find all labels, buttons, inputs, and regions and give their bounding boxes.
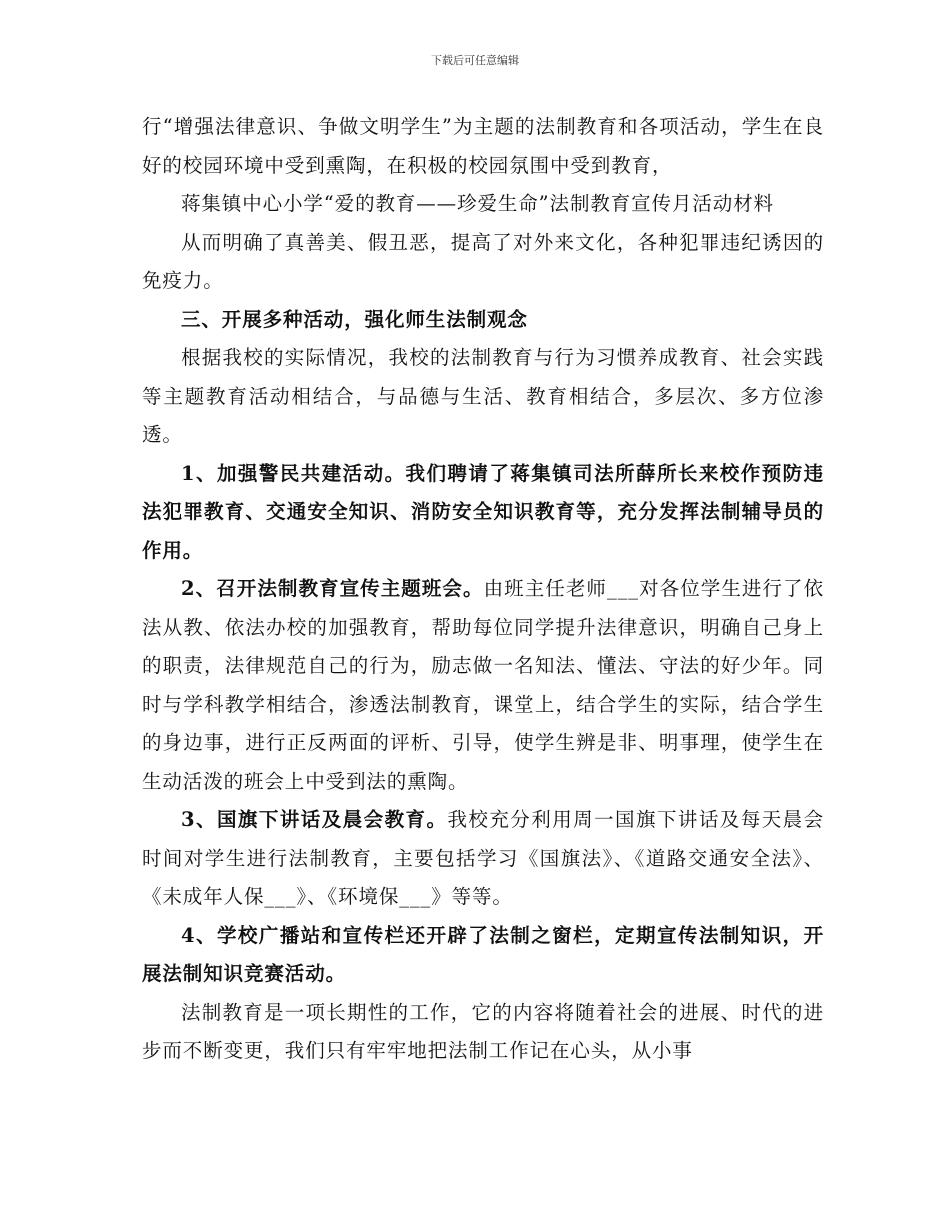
paragraph-conclusion: 法制教育是一项长期性的工作，它的内容将随着社会的进展、时代的进步而不断变更，我们只有牢牢地把法制工作记在心头，从小事: [142, 1000, 824, 1062]
item-2-text: 由班主任老师___对各位学生进行了依法从教、依法办校的加强教育，帮助每位同学提升法律意识，明确自己身上的职责，法律规范自己的行为，励志做一名知法、懂法、守法的好少年。同时与学科教学相结合，渗透法制教育，课堂上，结合学生的实际，结合学生的身边事，进行正反两面的评析、引导，使学生辨是非、明事理，使学生在生动活泼的班会上中受到法的熏陶。: [142, 577, 824, 793]
document-body: [142, 108, 824, 1071]
item-3-lead: 3、国旗下讲话及晨会教育。: [181, 808, 448, 831]
page-header-note: 下载后可任意编辑: [431, 54, 519, 67]
paragraph-title-line: 蒋集镇中心小学“爱的教育——珍爱生命”法制教育宣传月活动材料: [181, 192, 774, 215]
paragraph-intro: 行“增强法律意识、争做文明学生”为主题的法制教育和各项活动，学生在良好的校园环境中受到熏陶，在积极的校园氛围中受到教育，: [142, 115, 824, 177]
item-1-police-cooperation: 1、加强警民共建活动。我们聘请了蒋集镇司法所薛所长来校作预防违法犯罪教育、交通安全知识、消防安全知识教育等，充分发挥法制辅导员的作用。: [142, 461, 824, 562]
item-4-broadcast: 4、学校广播站和宣传栏还开辟了法制之窗栏，定期宣传法制知识，开展法制知识竞赛活动。: [142, 923, 824, 985]
section-heading-3: 三、开展多种活动，强化师生法制观念: [181, 307, 528, 331]
item-2-lead: 2、召开法制教育宣传主题班会。: [181, 577, 484, 600]
item-3-flag-speech: [142, 801, 824, 917]
item-2-class-meeting: [142, 570, 824, 801]
paragraph-immunity: 从而明确了真善美、假丑恶，提高了对外来文化，各种犯罪违纪诱因的免疫力。: [142, 230, 824, 292]
paragraph-integration: 根据我校的实际情况，我校的法制教育与行为习惯养成教育、社会实践等主题教育活动相结合，与品德与生活、教育相结合，多层次、多方位渗透。: [142, 346, 824, 446]
item-3-text: 我校充分利用周一国旗下讲话及每天晨会时间对学生进行法制教育，主要包括学习《国旗法》、《道路交通安全法》、《未成年人保___》、《环境保___》等等。: [142, 808, 824, 908]
